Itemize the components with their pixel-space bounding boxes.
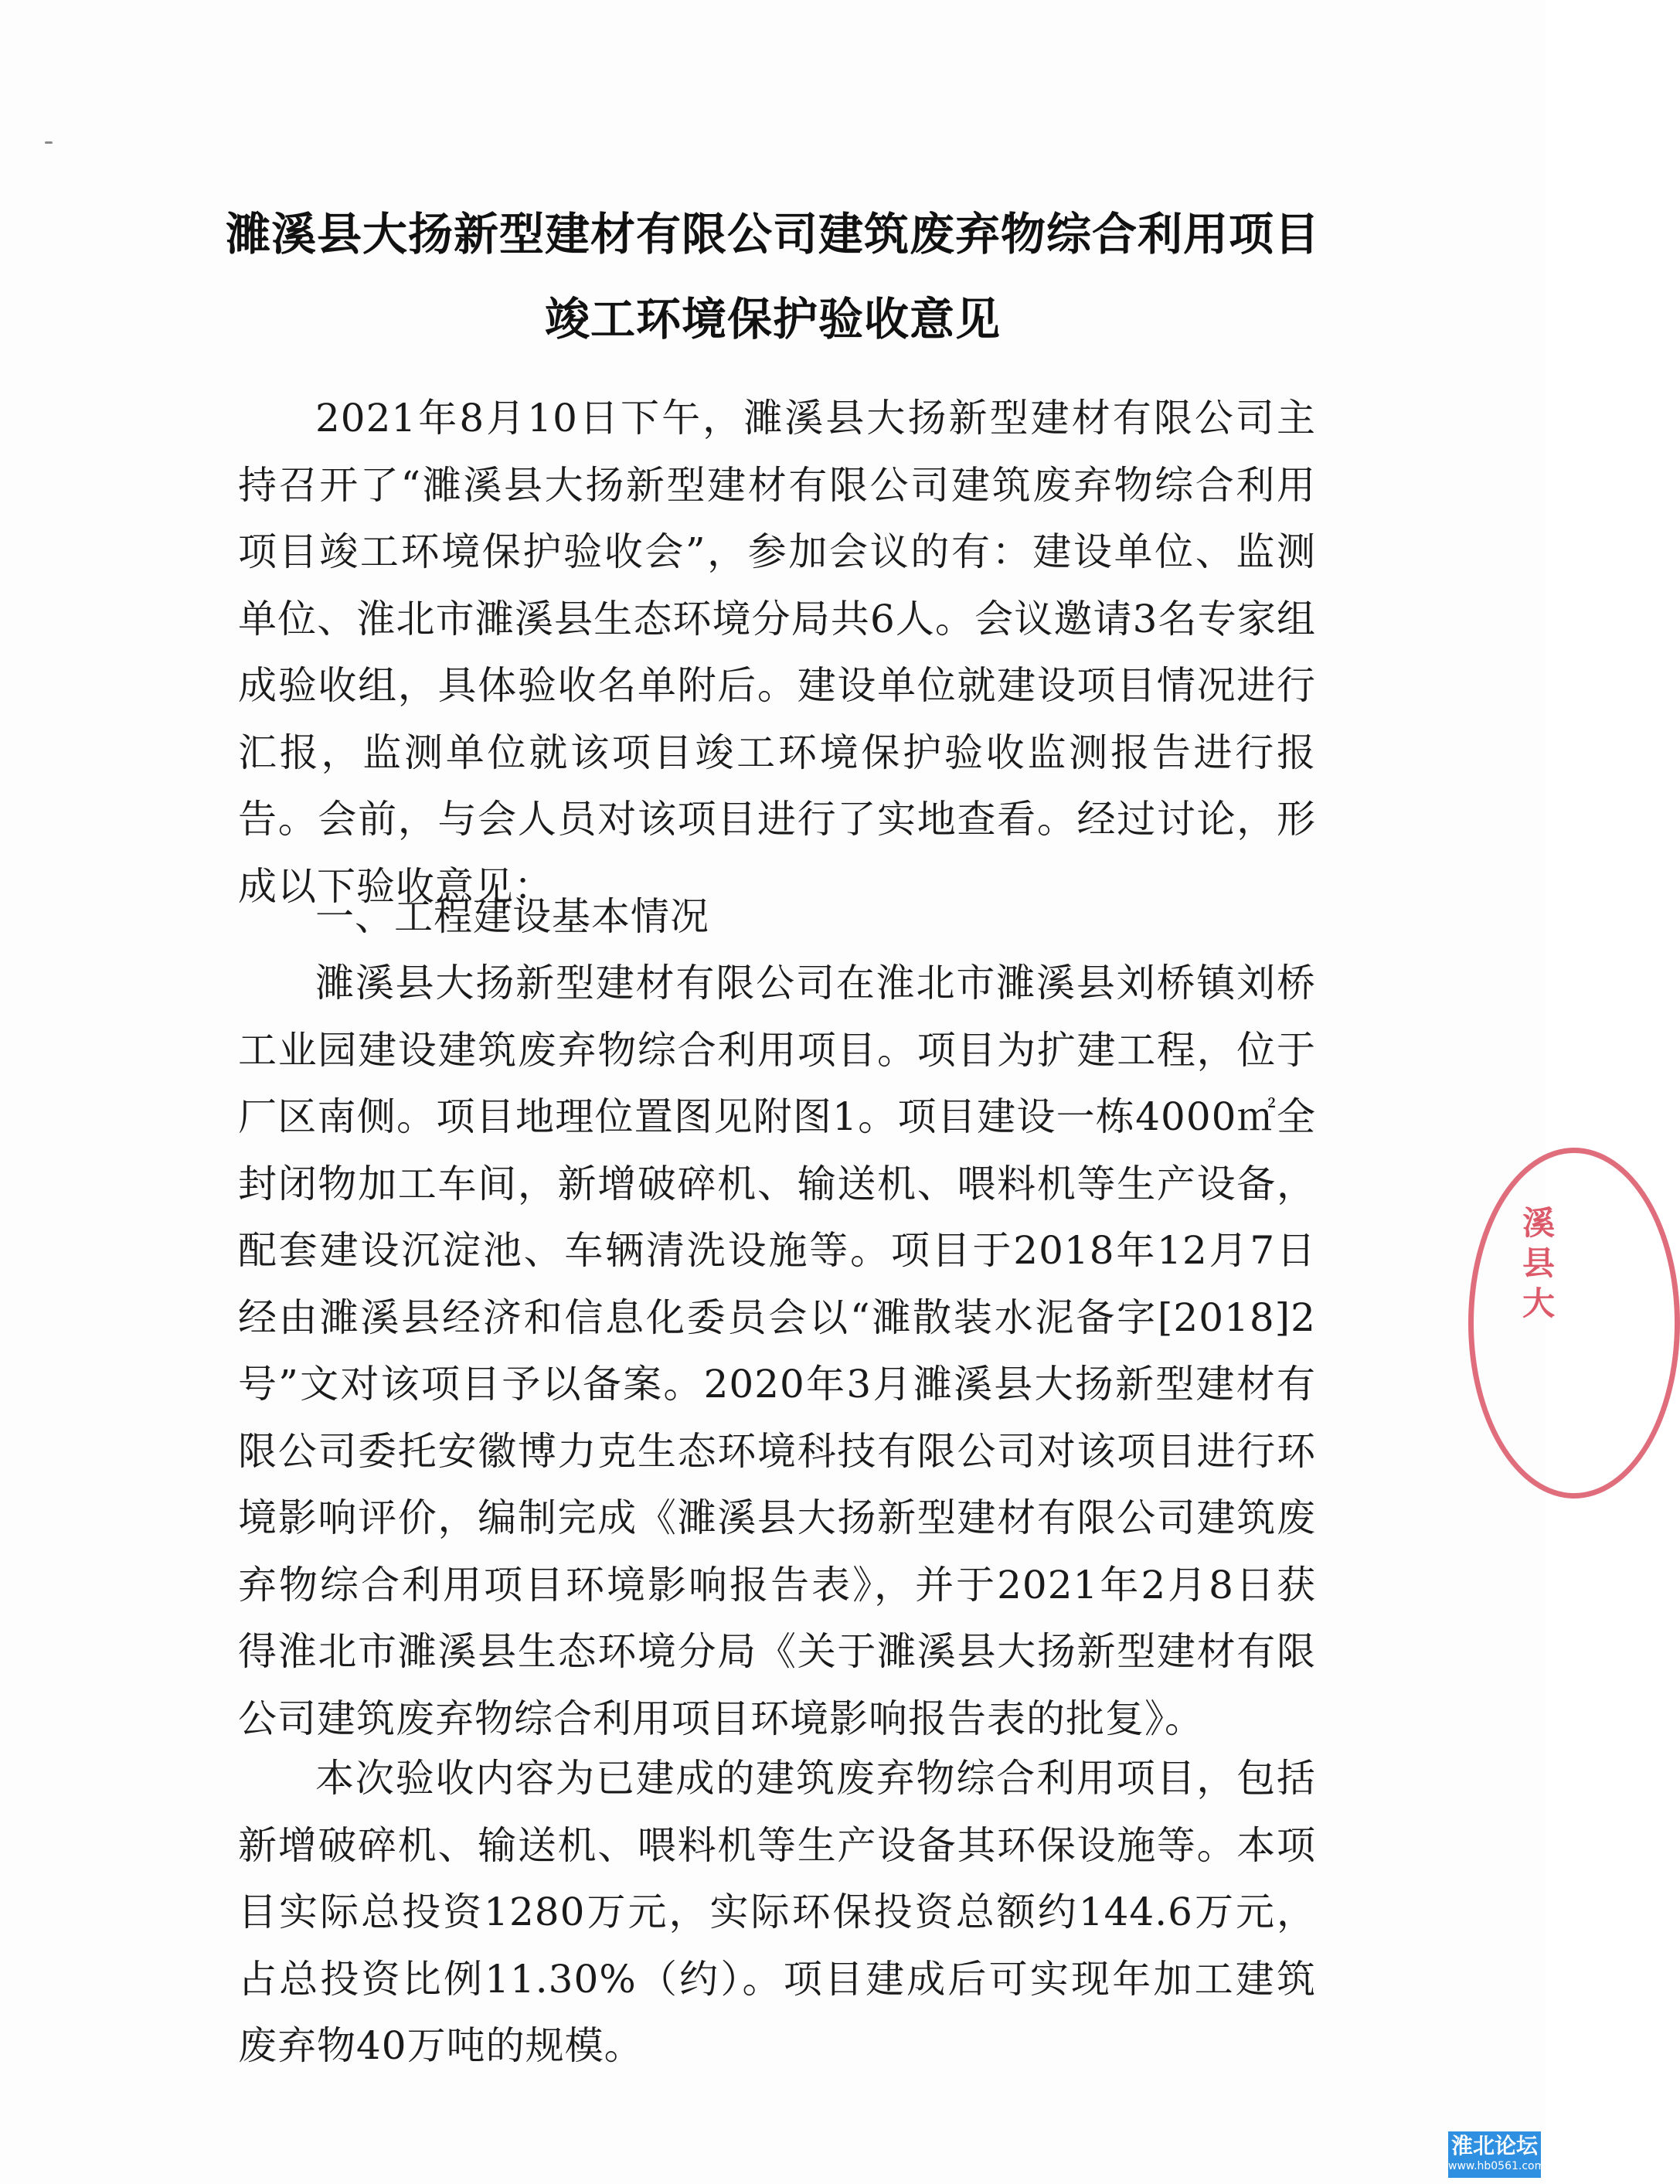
watermark-url: www.hb0561.com xyxy=(1448,2160,1546,2172)
paragraph-meeting-summary: 2021年8月10日下午，濉溪县大扬新型建材有限公司主持召开了“濉溪县大扬新型建材有限公司建筑废弃物综合利用项目竣工环境保护验收会”，参加会议的有：建设单位、监测单位、淮北市濉溪县生态环境分局共6人。会议邀请3名专家组成验收组，具体验收名单附后。建设单位就建设项目情况进行汇报，监测单位就该项目竣工环境保护验收监测报告进行报告。会前，与会人员对该项目进行了实地查看。经过讨论，形成以下验收意见： xyxy=(238,396,1316,909)
paragraph-project-background: 濉溪县大扬新型建材有限公司在淮北市濉溪县刘桥镇刘桥工业园建设建筑废弃物综合利用项目。项目为扩建工程，位于厂区南侧。项目地理位置图见附图1。项目建设一栋4000㎡全封闭物加工车间，新增破碎机、输送机、喂料机等生产设备，配套建设沉淀池、车辆清洗设施等。项目于2018年12月7日经由濉溪县经济和信息化委员会以“濉散装水泥备字[2018]2号”文对该项目予以备案。2020年3月濉溪县大扬新型建材有限公司委托安徽博力克生态环境科技有限公司对该项目进行环境影响评价，编制完成《濉溪县大扬新型建材有限公司建筑废弃物综合利用项目环境影响报告表》，并于2021年2月8日获得淮北市濉溪县生态环境分局《关于濉溪县大扬新型建材有限公司建筑废弃物综合利用项目环境影响报告表的批复》。 xyxy=(238,961,1316,1741)
forum-watermark xyxy=(1448,2131,1546,2178)
official-seal-stamp xyxy=(1468,1148,1680,1499)
paragraph-acceptance-scope: 本次验收内容为已建成的建筑废弃物综合利用项目，包括新增破碎机、输送机、喂料机等生产设备其环保设施等。本项目实际总投资1280万元，实际环保投资总额约144.6万元，占总投资比例11.30%（约）。项目建成后可实现年加工建筑废弃物40万吨的规模。 xyxy=(238,1756,1316,2068)
seal-text: 溪县大 xyxy=(1518,1206,1556,1326)
scan-artifact xyxy=(45,141,53,144)
document-title-line-2: 竣工环境保护验收意见 xyxy=(544,293,1001,345)
watermark-title: 淮北论坛 xyxy=(1450,2133,1538,2158)
document-title-line-1: 濉溪县大扬新型建材有限公司建筑废弃物综合利用项目 xyxy=(225,208,1320,260)
section-heading-project-overview: 一、工程建设基本情况 xyxy=(315,894,709,939)
